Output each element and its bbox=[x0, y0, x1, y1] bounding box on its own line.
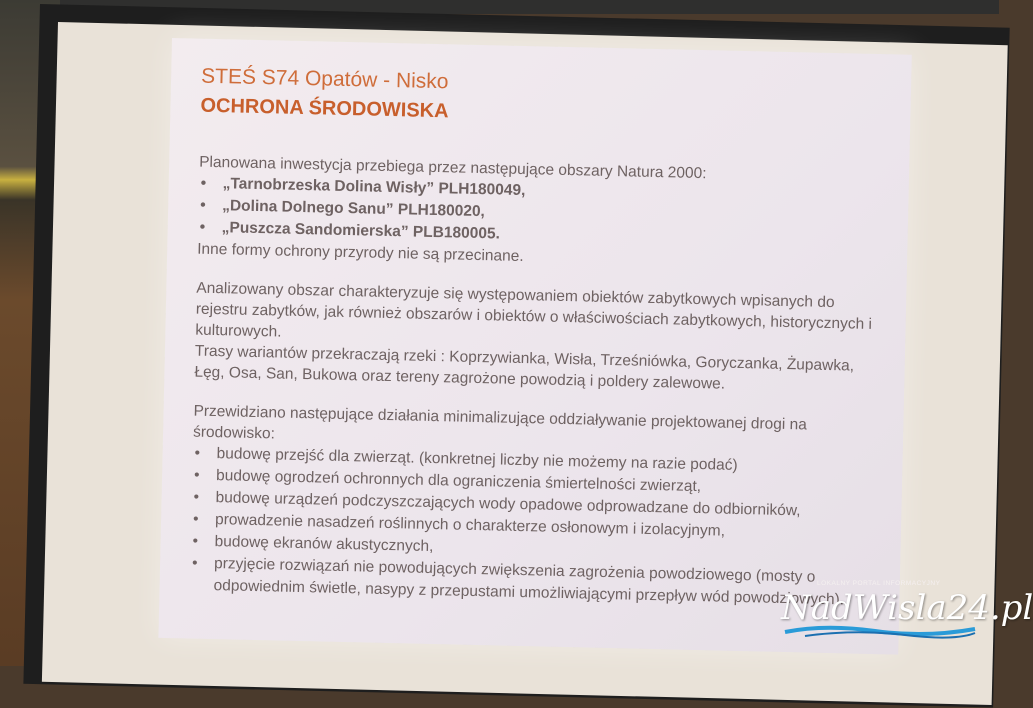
list-item: • „Dolina Dolnego Sanu” PLH180020, bbox=[198, 195, 888, 233]
monuments-text: Analizowany obszar charakteryzuje się występowaniem obiektów zabytkowych wpisanych do rejestru zabytków, jak również obszarów i obiektów o właściwościach zabytkowych, historycznych i kulturowych. bbox=[195, 279, 873, 341]
list-item: • „Tarnobrzeska Dolina Wisły” PLH180049, bbox=[198, 173, 888, 211]
slide-content bbox=[189, 65, 891, 613]
other-protection-text: Inne formy ochrony przyrody nie są przecinane. bbox=[197, 240, 524, 266]
list-item: • „Puszcza Sandomierska” PLB180005. bbox=[197, 217, 887, 255]
watermark-tagline: LOKALNY PORTAL INFORMACYJNY bbox=[817, 580, 941, 587]
watermark-logo bbox=[781, 580, 1033, 640]
list-item: • budowę ogrodzeń ochronnych dla ograniczenia śmiertelności zwierząt, bbox=[192, 465, 882, 503]
intro-text: Planowana inwestycja przebiega przez następujące obszary Natura 2000: bbox=[198, 153, 707, 183]
measures-list bbox=[189, 443, 882, 613]
wave-icon bbox=[785, 624, 975, 638]
list-item: • budowę przejść dla zwierząt. (konkretnej liczby nie możemy na razie podać) bbox=[192, 443, 882, 481]
list-item: • budowę ekranów akustycznych, bbox=[190, 531, 880, 569]
watermark-brand: NadWisla24.pl bbox=[781, 588, 1033, 628]
presentation-slide bbox=[158, 38, 911, 655]
list-item: • budowę urządzeń podczyszczających wody opadowe odprowadzane do odbiorników, bbox=[191, 487, 881, 525]
rivers-text: Trasy wariantów przekraczają rzeki : Koprzywianka, Wisła, Trześniówka, Goryczanka, Żupawka, Łęg, Osa, San, Bukowa oraz tereny zagrożone powodzią i poldery zalewowe. bbox=[194, 342, 855, 393]
list-item: • prowadzenie nasadzeń roślinnych o charakterze osłonowym i izolacyjnym, bbox=[191, 509, 881, 547]
measures-intro: Przewidziano następujące działania minimalizujące oddziaływanie projektowanej drogi na środowisko: bbox=[192, 402, 808, 443]
slide-title: STEŚ S74 Opatów - Nisko bbox=[200, 64, 449, 94]
list-item: • przyjęcie rozwiązań nie powodujących zwiększenia zagrożenia powodziowego (mosty o odpowiednim świetle, nasypy z przepustami umożliwiającymi przepływ wód powodziowych). bbox=[189, 553, 880, 613]
slide-subtitle: OCHRONA ŚRODOWISKA bbox=[200, 94, 449, 123]
